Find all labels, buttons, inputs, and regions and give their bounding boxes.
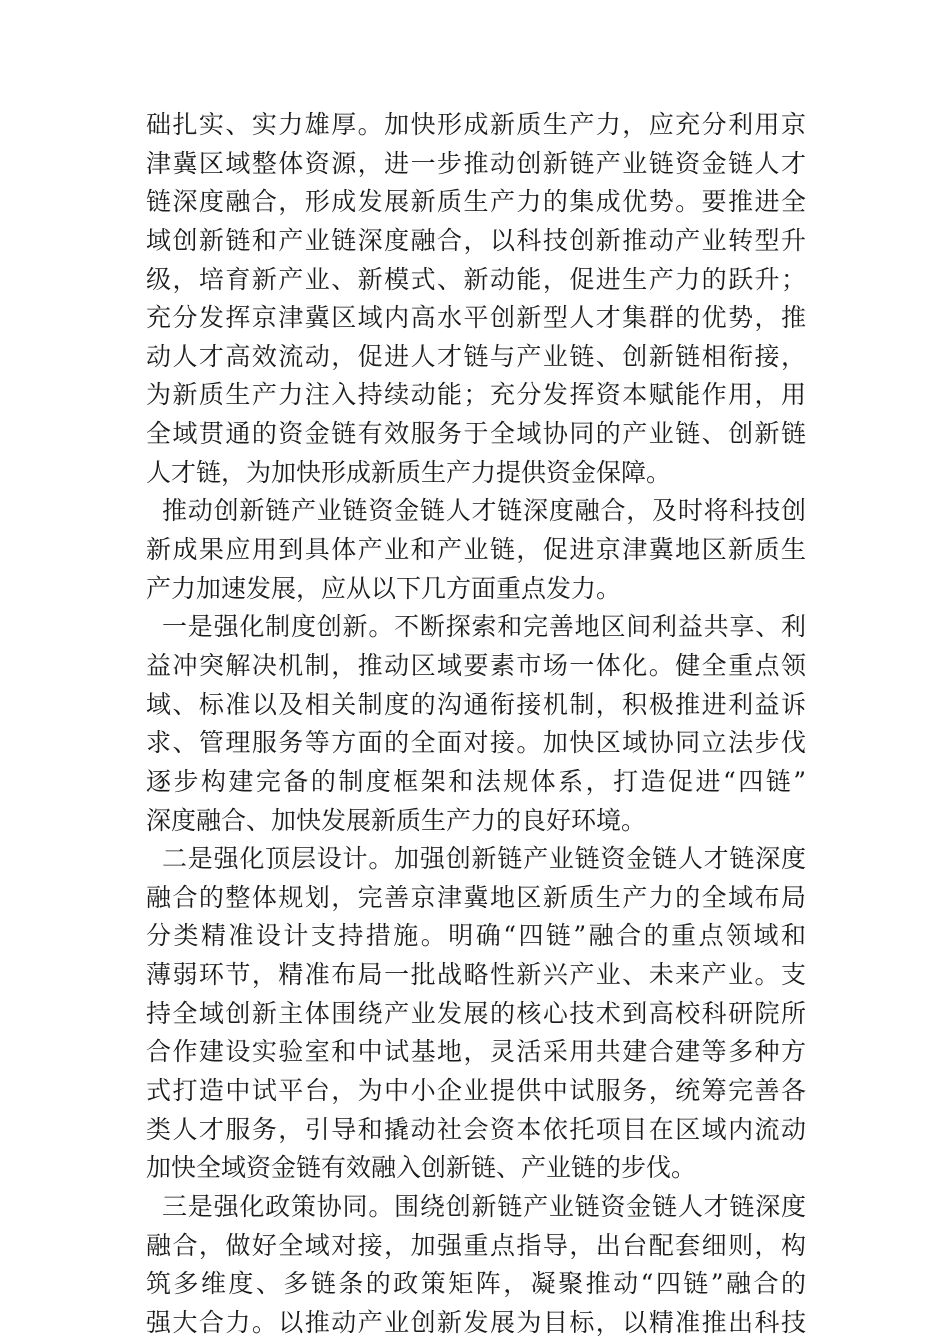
text-line: 级，培育新产业、新模式、新动能，促进生产力的跃升； — [146, 264, 806, 294]
text-line: 为新质生产力注入持续动能；充分发挥资本赋能作用，用 — [146, 380, 806, 410]
text-line: 津冀区域整体资源，进一步推动创新链产业链资金链人才 — [146, 148, 806, 178]
text-line: 合作建设实验室和中试基地，灵活采用共建合建等多种方 — [146, 1037, 806, 1067]
text-line: 类人才服务，引导和撬动社会资本依托项目在区域内流动 — [146, 1114, 806, 1144]
text-line: 推动创新链产业链资金链人才链深度融合，及时将科技创 — [162, 496, 806, 526]
text-line: 求、管理服务等方面的全面对接。加快区域协同立法步伐 — [146, 728, 806, 758]
text-line: 融合的整体规划，完善京津冀地区新质生产力的全域布局 — [146, 882, 806, 912]
text-line: 三是强化政策协同。围绕创新链产业链资金链人才链深度 — [162, 1191, 806, 1221]
paragraph-5 — [146, 1188, 806, 1343]
text-line: 动人才高效流动，促进人才链与产业链、创新链相衔接， — [146, 341, 806, 371]
paragraph-1 — [146, 106, 806, 492]
text-line: 充分发挥京津冀区域内高水平创新型人才集群的优势，推 — [146, 303, 806, 333]
text-line: 础扎实、实力雄厚。加快形成新质生产力，应充分利用京 — [146, 110, 806, 139]
text-line: 加快全域资金链有效融入创新链、产业链的步伐。 — [146, 1153, 697, 1183]
text-line: 人才链，为加快形成新质生产力提供资金保障。 — [146, 457, 672, 487]
text-line: 式打造中试平台，为中小企业提供中试服务，统筹完善各 — [146, 1076, 806, 1106]
text-line: 全域贯通的资金链有效服务于全域协同的产业链、创新链 — [146, 419, 806, 449]
paragraph-3 — [146, 608, 806, 840]
text-line: 筑多维度、多链条的政策矩阵，凝聚推动“四链”融合的 — [146, 1269, 806, 1299]
text-line: 持全域创新主体围绕产业发展的核心技术到高校科研院所 — [146, 998, 806, 1028]
text-line: 强大合力。以推动产业创新发展为目标，以精准推出科技 — [146, 1307, 806, 1337]
text-line: 深度融合、加快发展新质生产力的良好环境。 — [146, 805, 647, 835]
text-line: 逐步构建完备的制度框架和法规体系，打造促进“四链” — [146, 766, 806, 796]
text-line: 域创新链和产业链深度融合，以科技创新推动产业转型升 — [146, 225, 806, 255]
text-line: 融合，做好全域对接，加强重点指导，出台配套细则，构 — [146, 1230, 806, 1260]
text-line: 新成果应用到具体产业和产业链，促进京津冀地区新质生 — [146, 535, 806, 565]
text-line: 二是强化顶层设计。加强创新链产业链资金链人才链深度 — [162, 844, 806, 874]
text-line: 产力加速发展，应从以下几方面重点发力。 — [146, 573, 622, 603]
text-line: 链深度融合，形成发展新质生产力的集成优势。要推进全 — [146, 187, 806, 217]
paragraph-4 — [146, 840, 806, 1188]
text-line: 益冲突解决机制，推动区域要素市场一体化。健全重点领 — [146, 650, 806, 680]
text-line: 一是强化制度创新。不断探索和完善地区间利益共享、利 — [162, 612, 806, 642]
document-body — [146, 106, 806, 1343]
text-line: 薄弱环节，精准布局一批战略性新兴产业、未来产业。支 — [146, 960, 806, 990]
text-line: 域、标准以及相关制度的沟通衔接机制，积极推进利益诉 — [146, 689, 806, 719]
paragraph-2 — [146, 492, 806, 608]
text-line: 分类精准设计支持措施。明确“四链”融合的重点领域和 — [146, 921, 806, 951]
